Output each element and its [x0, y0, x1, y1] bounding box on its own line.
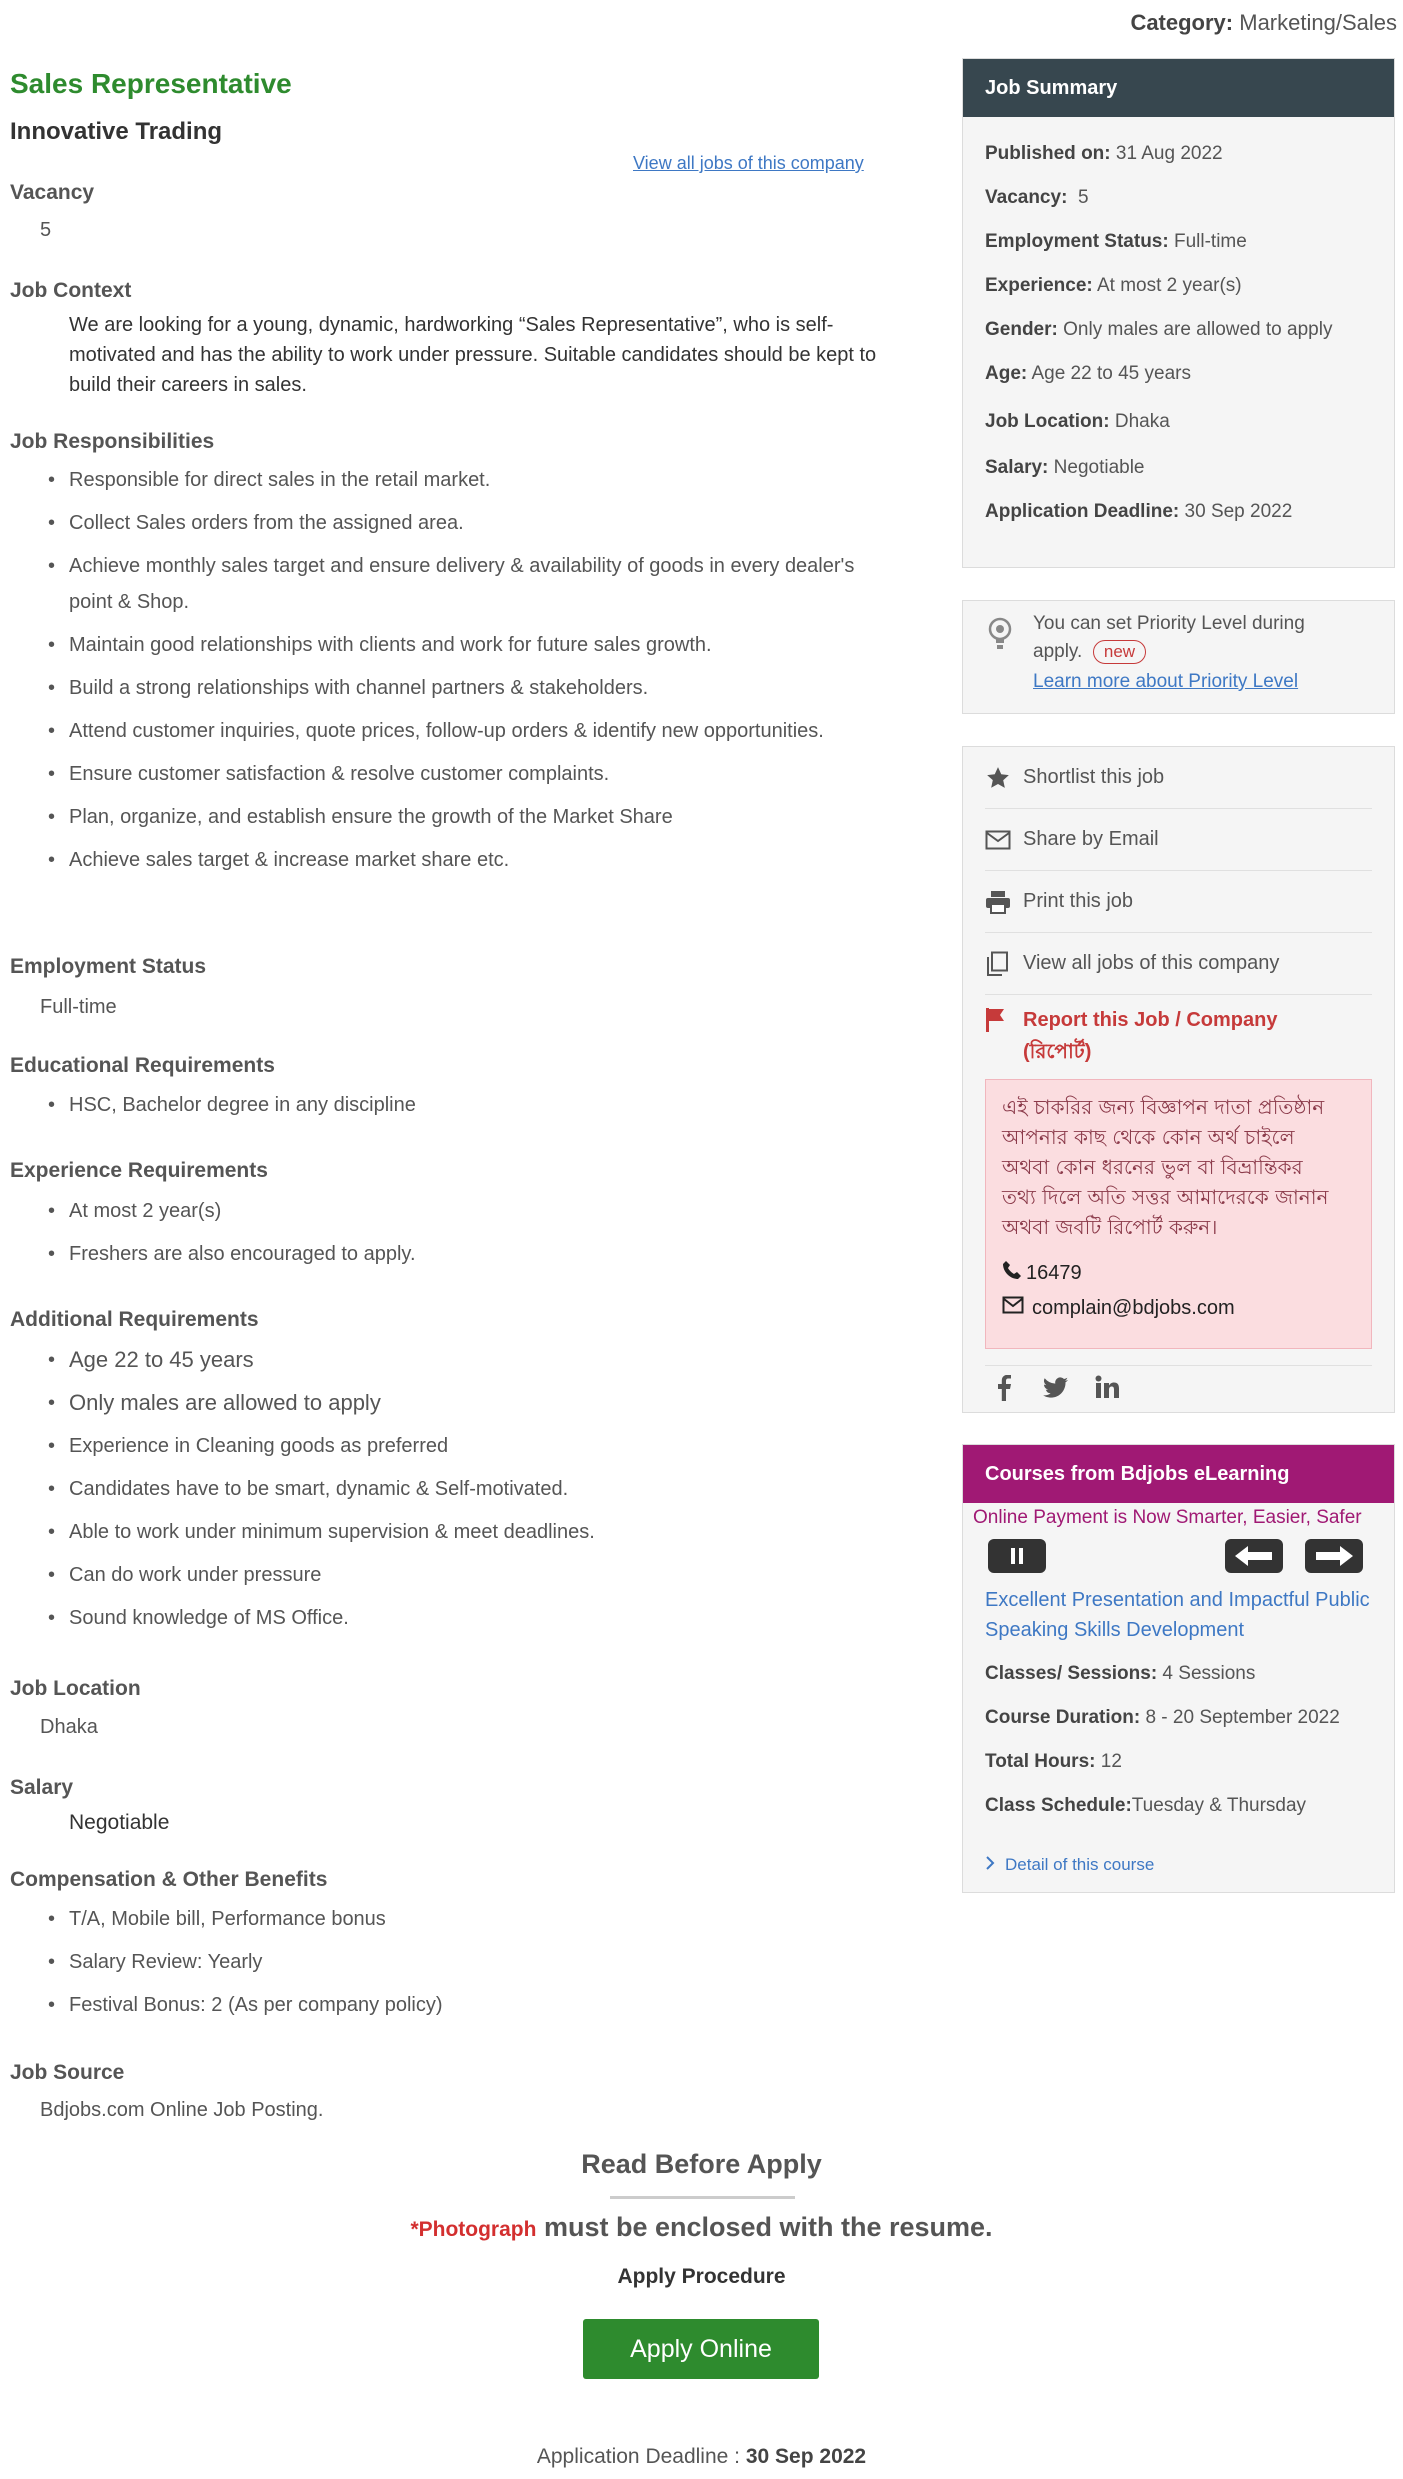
warning-text — [1002, 1092, 1328, 1242]
source-heading: Job Source — [10, 2061, 125, 2084]
arrow-left-icon — [1234, 1545, 1274, 1567]
priority-panel — [962, 600, 1395, 714]
shortlist-job-action[interactable] — [985, 747, 1372, 809]
course-value: Tuesday & Thursday — [1131, 1795, 1307, 1816]
photograph-notice — [0, 2212, 1403, 2243]
priority-learn-more-link[interactable]: Learn more about Priority Level — [1033, 671, 1299, 692]
warning-line: অথবা জবটি রিপোর্ট করুন। — [1002, 1215, 1218, 1239]
summary-value: Negotiable — [1053, 457, 1145, 478]
experience-heading: Experience Requirements — [10, 1159, 268, 1182]
summary-salary — [963, 457, 1145, 479]
job-summary-heading: Job Summary — [963, 59, 1394, 117]
summary-value: Only males are allowed to apply — [1063, 319, 1333, 340]
list-item: • Experience in Cleaning goods as preferred — [10, 1428, 870, 1464]
twitter-icon[interactable] — [1043, 1377, 1069, 1404]
summary-value: Full-time — [1173, 231, 1247, 252]
summary-label: Job Location: — [985, 411, 1110, 432]
job-context-heading: Job Context — [10, 279, 132, 302]
list-item: • Salary Review: Yearly — [10, 1944, 870, 1980]
course-title-link[interactable]: Excellent Presentation and Impactful Public Speaking Skills Development — [985, 1589, 1370, 1641]
responsibilities-heading: Job Responsibilities — [10, 430, 215, 453]
summary-value: 31 Aug 2022 — [1115, 143, 1223, 164]
summary-label: Salary: — [985, 457, 1049, 478]
employment-status-heading: Employment Status — [10, 955, 207, 978]
benefits-heading: Compensation & Other Benefits — [10, 1868, 328, 1891]
summary-label: Age: — [985, 363, 1028, 384]
job-summary-panel — [962, 58, 1395, 568]
photograph-text: must be enclosed with the resume. — [536, 2212, 993, 2242]
star-icon — [985, 765, 1023, 791]
responsibilities-list — [10, 462, 870, 878]
list-item: • Plan, organize, and establish ensure the growth of the Market Share — [10, 799, 870, 835]
previous-button[interactable] — [1225, 1539, 1283, 1573]
list-item: • HSC, Bachelor degree in any discipline — [10, 1087, 870, 1123]
warning-line: আপনার কাছ থেকে কোন অর্থ চাইলে — [1002, 1125, 1295, 1149]
printer-icon — [985, 890, 1023, 914]
vacancy-value: 5 — [40, 219, 52, 241]
warning-line: তথ্য দিলে অতি সত্তর আমাদেরকে জানান — [1002, 1185, 1329, 1209]
pause-button[interactable] — [988, 1539, 1046, 1573]
course-schedule — [963, 1795, 1306, 1817]
copy-icon — [985, 951, 1023, 977]
experience-list — [10, 1193, 870, 1272]
arrow-right-icon — [1314, 1545, 1354, 1567]
employment-status-value: Full-time — [40, 996, 117, 1018]
summary-location — [963, 411, 1170, 433]
new-badge: new — [1093, 640, 1146, 664]
list-item: • Attend customer inquiries, quote prices, follow-up orders & identify new opportunities. — [10, 713, 870, 749]
courses-heading: Courses from Bdjobs eLearning — [963, 1445, 1394, 1503]
category — [1130, 10, 1397, 36]
photograph-label: *Photograph — [410, 2218, 537, 2241]
list-item: • Only males are allowed to apply — [10, 1385, 870, 1421]
summary-value: Age 22 to 45 years — [1031, 363, 1191, 384]
job-context-text: We are looking for a young, dynamic, hardworking “Sales Representative”, who is self-motivated and has the ability to work under pressure. Suitable candidates should be kept to build their careers in sales. — [69, 314, 877, 396]
view-all-label: View all jobs of this company — [1023, 952, 1280, 974]
warning-line: অথবা কোন ধরনের ভুল বা বিভ্রান্তিকর — [1002, 1155, 1303, 1179]
additional-list — [10, 1342, 870, 1636]
phone-number: 16479 — [1026, 1261, 1082, 1284]
read-before-apply-heading: Read Before Apply — [581, 2149, 822, 2179]
priority-text-line1: You can set Priority Level during — [1033, 613, 1305, 634]
category-value: Marketing/Sales — [1239, 10, 1397, 35]
list-item: • Festival Bonus: 2 (As per company policy) — [10, 1987, 870, 2023]
chevron-right-icon — [985, 1855, 995, 1875]
next-button[interactable] — [1305, 1539, 1363, 1573]
summary-published — [963, 143, 1223, 165]
divider — [610, 2196, 795, 2199]
deadline-label: Application Deadline : — [536, 2445, 746, 2468]
education-heading: Educational Requirements — [10, 1054, 275, 1077]
phone-icon — [1002, 1260, 1022, 1286]
priority-text-apply: apply. — [1033, 641, 1083, 662]
list-item: • Candidates have to be smart, dynamic & Self-motivated. — [10, 1471, 870, 1507]
summary-experience — [963, 275, 1242, 297]
course-label: Class Schedule: — [985, 1795, 1132, 1816]
education-list — [10, 1087, 870, 1123]
summary-vacancy — [963, 187, 1089, 209]
share-by-email-action[interactable] — [985, 809, 1372, 871]
list-item: • Age 22 to 45 years — [10, 1342, 870, 1378]
list-item: • Ensure customer satisfaction & resolve customer complaints. — [10, 756, 870, 792]
report-label-bangla: (রিপোর্ট) — [1023, 1041, 1092, 1063]
summary-label: Experience: — [985, 275, 1093, 296]
list-item: • Responsible for direct sales in the retail market. — [10, 462, 870, 498]
list-item: • Achieve monthly sales target and ensure delivery & availability of goods in every dealer's point & Shop. — [10, 548, 870, 620]
course-hours — [963, 1751, 1122, 1773]
print-job-action[interactable] — [985, 871, 1372, 933]
course-value: 4 Sessions — [1157, 1663, 1256, 1684]
course-duration — [963, 1707, 1340, 1729]
warning-phone[interactable] — [1002, 1260, 1082, 1286]
share-label: Share by Email — [1023, 828, 1159, 850]
summary-value: Dhaka — [1114, 411, 1170, 432]
summary-value: 30 Sep 2022 — [1184, 501, 1293, 522]
actions-panel — [962, 746, 1395, 1413]
company-name: Innovative Trading — [10, 118, 223, 145]
list-item: • Able to work under minimum supervision & meet deadlines. — [10, 1514, 870, 1550]
job-title: Sales Representative — [10, 68, 292, 99]
divider — [985, 1365, 1372, 1366]
list-item: • Achieve sales target & increase market share etc. — [10, 842, 870, 878]
salary-value: Negotiable — [69, 1811, 170, 1834]
warning-email[interactable] — [1002, 1296, 1235, 1320]
summary-label: Application Deadline: — [985, 501, 1180, 522]
courses-marquee: Online Payment is Now Smarter, Easier, Safer — [973, 1507, 1362, 1528]
list-item: • Can do work under pressure — [10, 1557, 870, 1593]
report-warning-box — [985, 1079, 1372, 1349]
shortlist-label: Shortlist this job — [1023, 766, 1165, 788]
flag-icon — [985, 1007, 1007, 1038]
source-value: Bdjobs.com Online Job Posting. — [40, 2099, 324, 2121]
salary-heading: Salary — [10, 1776, 74, 1799]
summary-gender — [963, 319, 1332, 341]
envelope-icon — [985, 830, 1023, 850]
view-all-jobs-link[interactable]: View all jobs of this company — [633, 153, 864, 173]
summary-label: Gender: — [985, 319, 1058, 340]
apply-procedure-heading: Apply Procedure — [617, 2265, 786, 2288]
course-sessions — [963, 1663, 1255, 1685]
print-label: Print this job — [1023, 890, 1134, 912]
envelope-icon — [1002, 1296, 1024, 1320]
application-deadline — [0, 2445, 1403, 2469]
list-item: • Maintain good relationships with clients and work for future sales growth. — [10, 627, 870, 663]
benefits-list — [10, 1901, 870, 2023]
summary-label: Published on: — [985, 143, 1111, 164]
priority-text-line2 — [1033, 640, 1146, 664]
facebook-icon[interactable] — [997, 1375, 1011, 1406]
location-heading: Job Location — [10, 1677, 141, 1700]
deadline-value: 30 Sep 2022 — [745, 2445, 867, 2468]
course-detail-label: Detail of this course — [1005, 1855, 1155, 1874]
list-item: • Sound knowledge of MS Office. — [10, 1600, 870, 1636]
additional-heading: Additional Requirements — [10, 1308, 259, 1331]
report-label: Report this Job / Company — [1023, 1009, 1278, 1031]
apply-online-button[interactable]: Apply Online — [583, 2319, 819, 2379]
course-label: Course Duration: — [985, 1707, 1141, 1728]
course-value: 8 - 20 September 2022 — [1140, 1707, 1340, 1728]
summary-label: Employment Status: — [985, 231, 1169, 252]
course-label: Classes/ Sessions: — [985, 1663, 1158, 1684]
course-label: Total Hours: — [985, 1751, 1096, 1772]
lightbulb-icon — [987, 617, 1013, 658]
list-item: • At most 2 year(s) — [10, 1193, 870, 1229]
summary-age — [963, 363, 1191, 385]
summary-value: At most 2 year(s) — [1096, 275, 1242, 296]
list-item: • Freshers are also encouraged to apply. — [10, 1236, 870, 1272]
vacancy-heading: Vacancy — [10, 181, 95, 204]
linkedin-icon[interactable] — [1095, 1375, 1119, 1404]
location-value: Dhaka — [40, 1716, 98, 1738]
summary-label: Vacancy: — [985, 187, 1068, 208]
list-item: • Build a strong relationships with channel partners & stakeholders. — [10, 670, 870, 706]
summary-value: 5 — [1077, 187, 1089, 208]
list-item: • T/A, Mobile bill, Performance bonus — [10, 1901, 870, 1937]
list-item: • Collect Sales orders from the assigned area. — [10, 505, 870, 541]
view-all-jobs-action[interactable] — [985, 933, 1372, 995]
summary-deadline — [963, 501, 1292, 523]
summary-employment-status — [963, 231, 1247, 253]
course-detail-link[interactable] — [985, 1855, 1154, 1875]
courses-panel — [962, 1444, 1395, 1893]
warning-line: এই চাকরির জন্য বিজ্ঞাপন দাতা প্রতিষ্ঠান — [1002, 1095, 1325, 1119]
pause-icon — [1009, 1547, 1025, 1565]
complain-email: complain@bdjobs.com — [1032, 1296, 1235, 1319]
course-value: 12 — [1095, 1751, 1122, 1772]
category-label: Category: — [1130, 10, 1234, 35]
